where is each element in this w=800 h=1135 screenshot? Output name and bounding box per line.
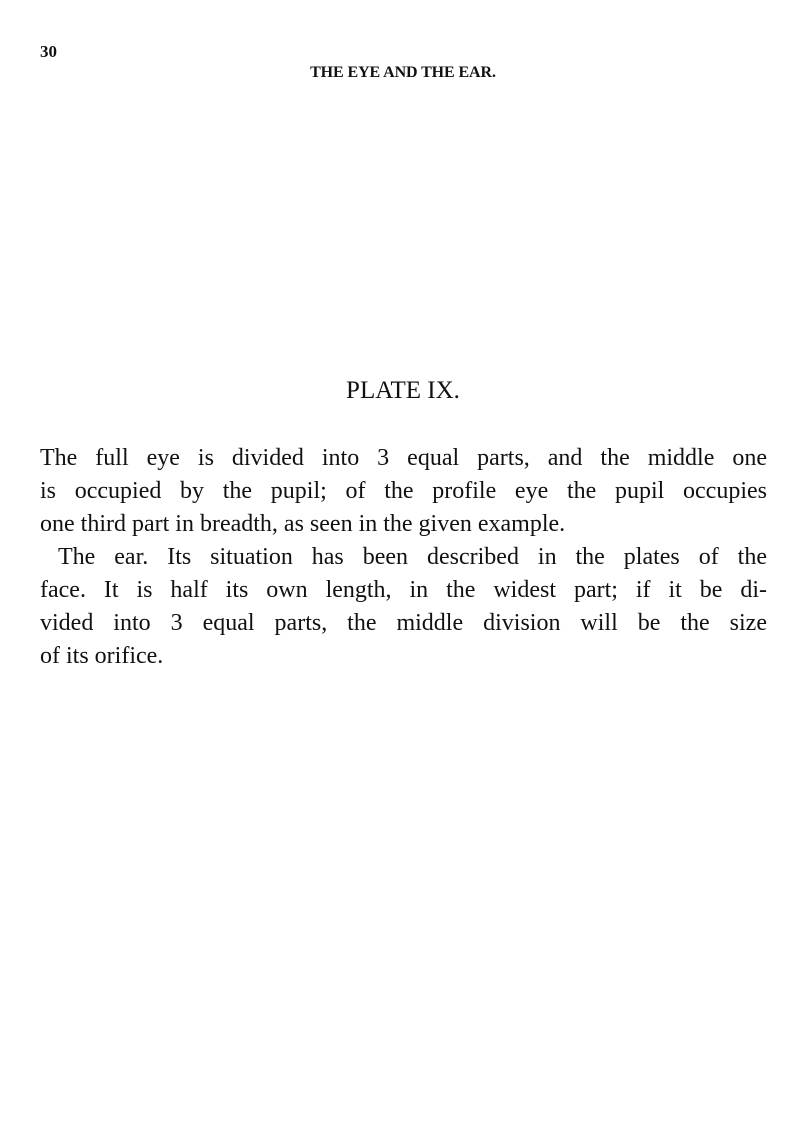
text-line: is occupied by the pupil; of the profile eye the pupil occupies xyxy=(40,478,767,504)
text-line: The full eye is divided into 3 equal parts, and the middle one xyxy=(40,445,767,471)
running-head: THE EYE AND THE EAR. xyxy=(310,64,496,81)
text-line: of its orifice. xyxy=(40,643,164,669)
text-line: face. It is half its own length, in the widest part; if it be di- xyxy=(40,577,767,603)
text-line: The ear. Its situation has been described in the plates of the xyxy=(58,544,767,570)
text-line-indented xyxy=(40,541,767,574)
paragraph-ear xyxy=(40,541,767,673)
paragraph-eye xyxy=(40,442,767,541)
text-line: one third part in breadth, as seen in the given example. xyxy=(40,511,566,537)
text-line: vided into 3 equal parts, the middle division will be the size xyxy=(40,610,767,636)
plate-title: PLATE IX. xyxy=(346,377,460,404)
page-number: 30 xyxy=(40,42,57,61)
body-text xyxy=(40,442,767,673)
